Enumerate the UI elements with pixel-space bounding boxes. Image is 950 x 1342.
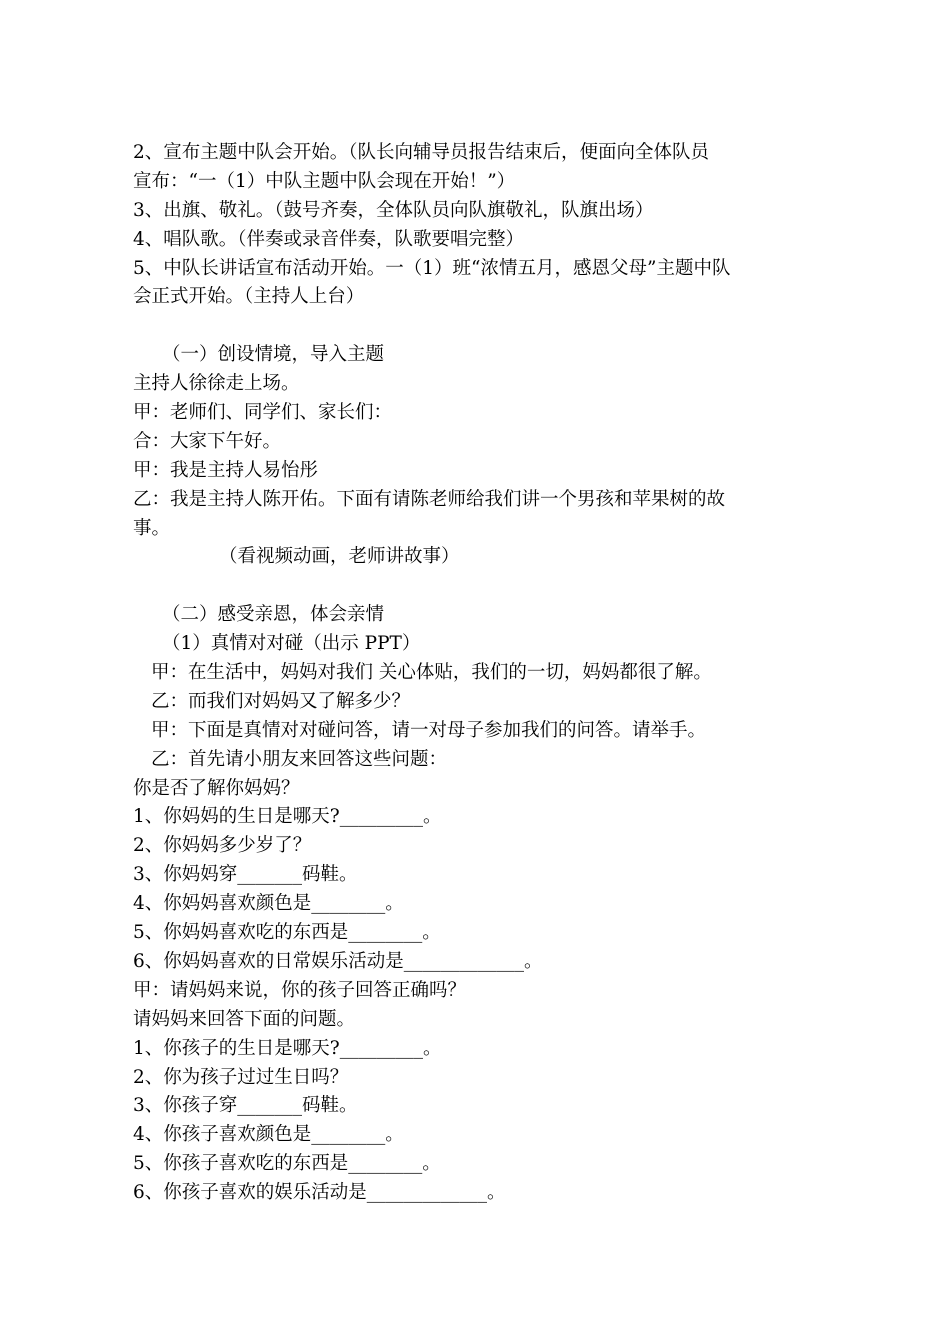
question-line: 3、你妈妈穿_______码鞋。 bbox=[133, 864, 358, 886]
text-line: 会正式开始。（主持人上台） bbox=[133, 286, 365, 308]
blank-line bbox=[133, 312, 833, 341]
text-line: 主持人徐徐走上场。 bbox=[133, 373, 300, 395]
text-line: 乙：我是主持人陈开佑。下面有请陈老师给我们讲一个男孩和苹果树的故 bbox=[133, 488, 726, 510]
question-line: 4、你妈妈喜欢颜色是________。 bbox=[133, 893, 404, 915]
text-line: 甲：请妈妈来说，你的孩子回答正确吗？ bbox=[133, 979, 467, 1001]
text-line: 宣布：“一（1）中队主题中队会现在开始！”） bbox=[133, 170, 516, 192]
text-line: 甲：老师们、同学们、家长们： bbox=[133, 402, 393, 424]
question-line: 1、你妈妈的生日是哪天?_________。 bbox=[133, 806, 442, 828]
text-line: 事。 bbox=[133, 517, 171, 539]
section-heading: （一）创设情境，导入主题 bbox=[162, 344, 385, 366]
section-heading: （二）感受亲恩，体会亲情 bbox=[162, 604, 385, 626]
question-line: 4、你孩子喜欢颜色是________。 bbox=[133, 1124, 404, 1146]
subsection-heading: （1）真情对对碰（出示 PPT） bbox=[162, 633, 421, 655]
text-line: 2、宣布主题中队会开始。（队长向辅导员报告结束后，便面向全体队员 bbox=[133, 142, 710, 163]
text-line: 4、唱队歌。（伴奏或录音伴奏，队歌要唱完整） bbox=[133, 228, 525, 250]
text-line: 合：大家下午好。 bbox=[133, 430, 282, 452]
question-line: 2、你妈妈多少岁了？ bbox=[133, 835, 312, 857]
question-line: 6、你孩子喜欢的娱乐活动是_____________。 bbox=[133, 1182, 506, 1204]
question-line: 3、你孩子穿_______码鞋。 bbox=[133, 1095, 358, 1117]
text-line: 5、中队长讲话宣布活动开始。一（1）班“浓情五月，感恩父母”主题中队 bbox=[133, 257, 731, 279]
blank-line bbox=[133, 572, 833, 601]
text-line: 甲：我是主持人易怡彤 bbox=[133, 459, 319, 481]
text-line: 你是否了解你妈妈？ bbox=[133, 777, 300, 799]
question-line: 5、你妈妈喜欢吃的东西是________。 bbox=[133, 922, 441, 944]
text-line: 请妈妈来回答下面的问题。 bbox=[133, 1008, 356, 1030]
text-line: 3、出旗、敬礼。（鼓号齐奏，全体队员向队旗敬礼，队旗出场） bbox=[133, 199, 654, 221]
question-line: 2、你为孩子过过生日吗？ bbox=[133, 1066, 349, 1088]
dialog-line: 甲：在生活中，妈妈对我们 关心体贴，我们的一切，妈妈都很了解。 bbox=[151, 662, 712, 684]
dialog-line: 甲：下面是真情对对碰问答，请一对母子参加我们的问答。请举手。 bbox=[151, 719, 707, 741]
stage-note: （看视频动画，老师讲故事） bbox=[219, 546, 460, 568]
document-body bbox=[133, 139, 833, 1208]
question-line: 5、你孩子喜欢吃的东西是________。 bbox=[133, 1153, 441, 1175]
question-line: 6、你妈妈喜欢的日常娱乐活动是_____________。 bbox=[133, 950, 543, 972]
dialog-line: 乙：而我们对妈妈又了解多少？ bbox=[151, 690, 411, 712]
dialog-line: 乙：首先请小朋友来回答这些问题： bbox=[151, 748, 448, 770]
question-line: 1、你孩子的生日是哪天?_________。 bbox=[133, 1037, 442, 1059]
